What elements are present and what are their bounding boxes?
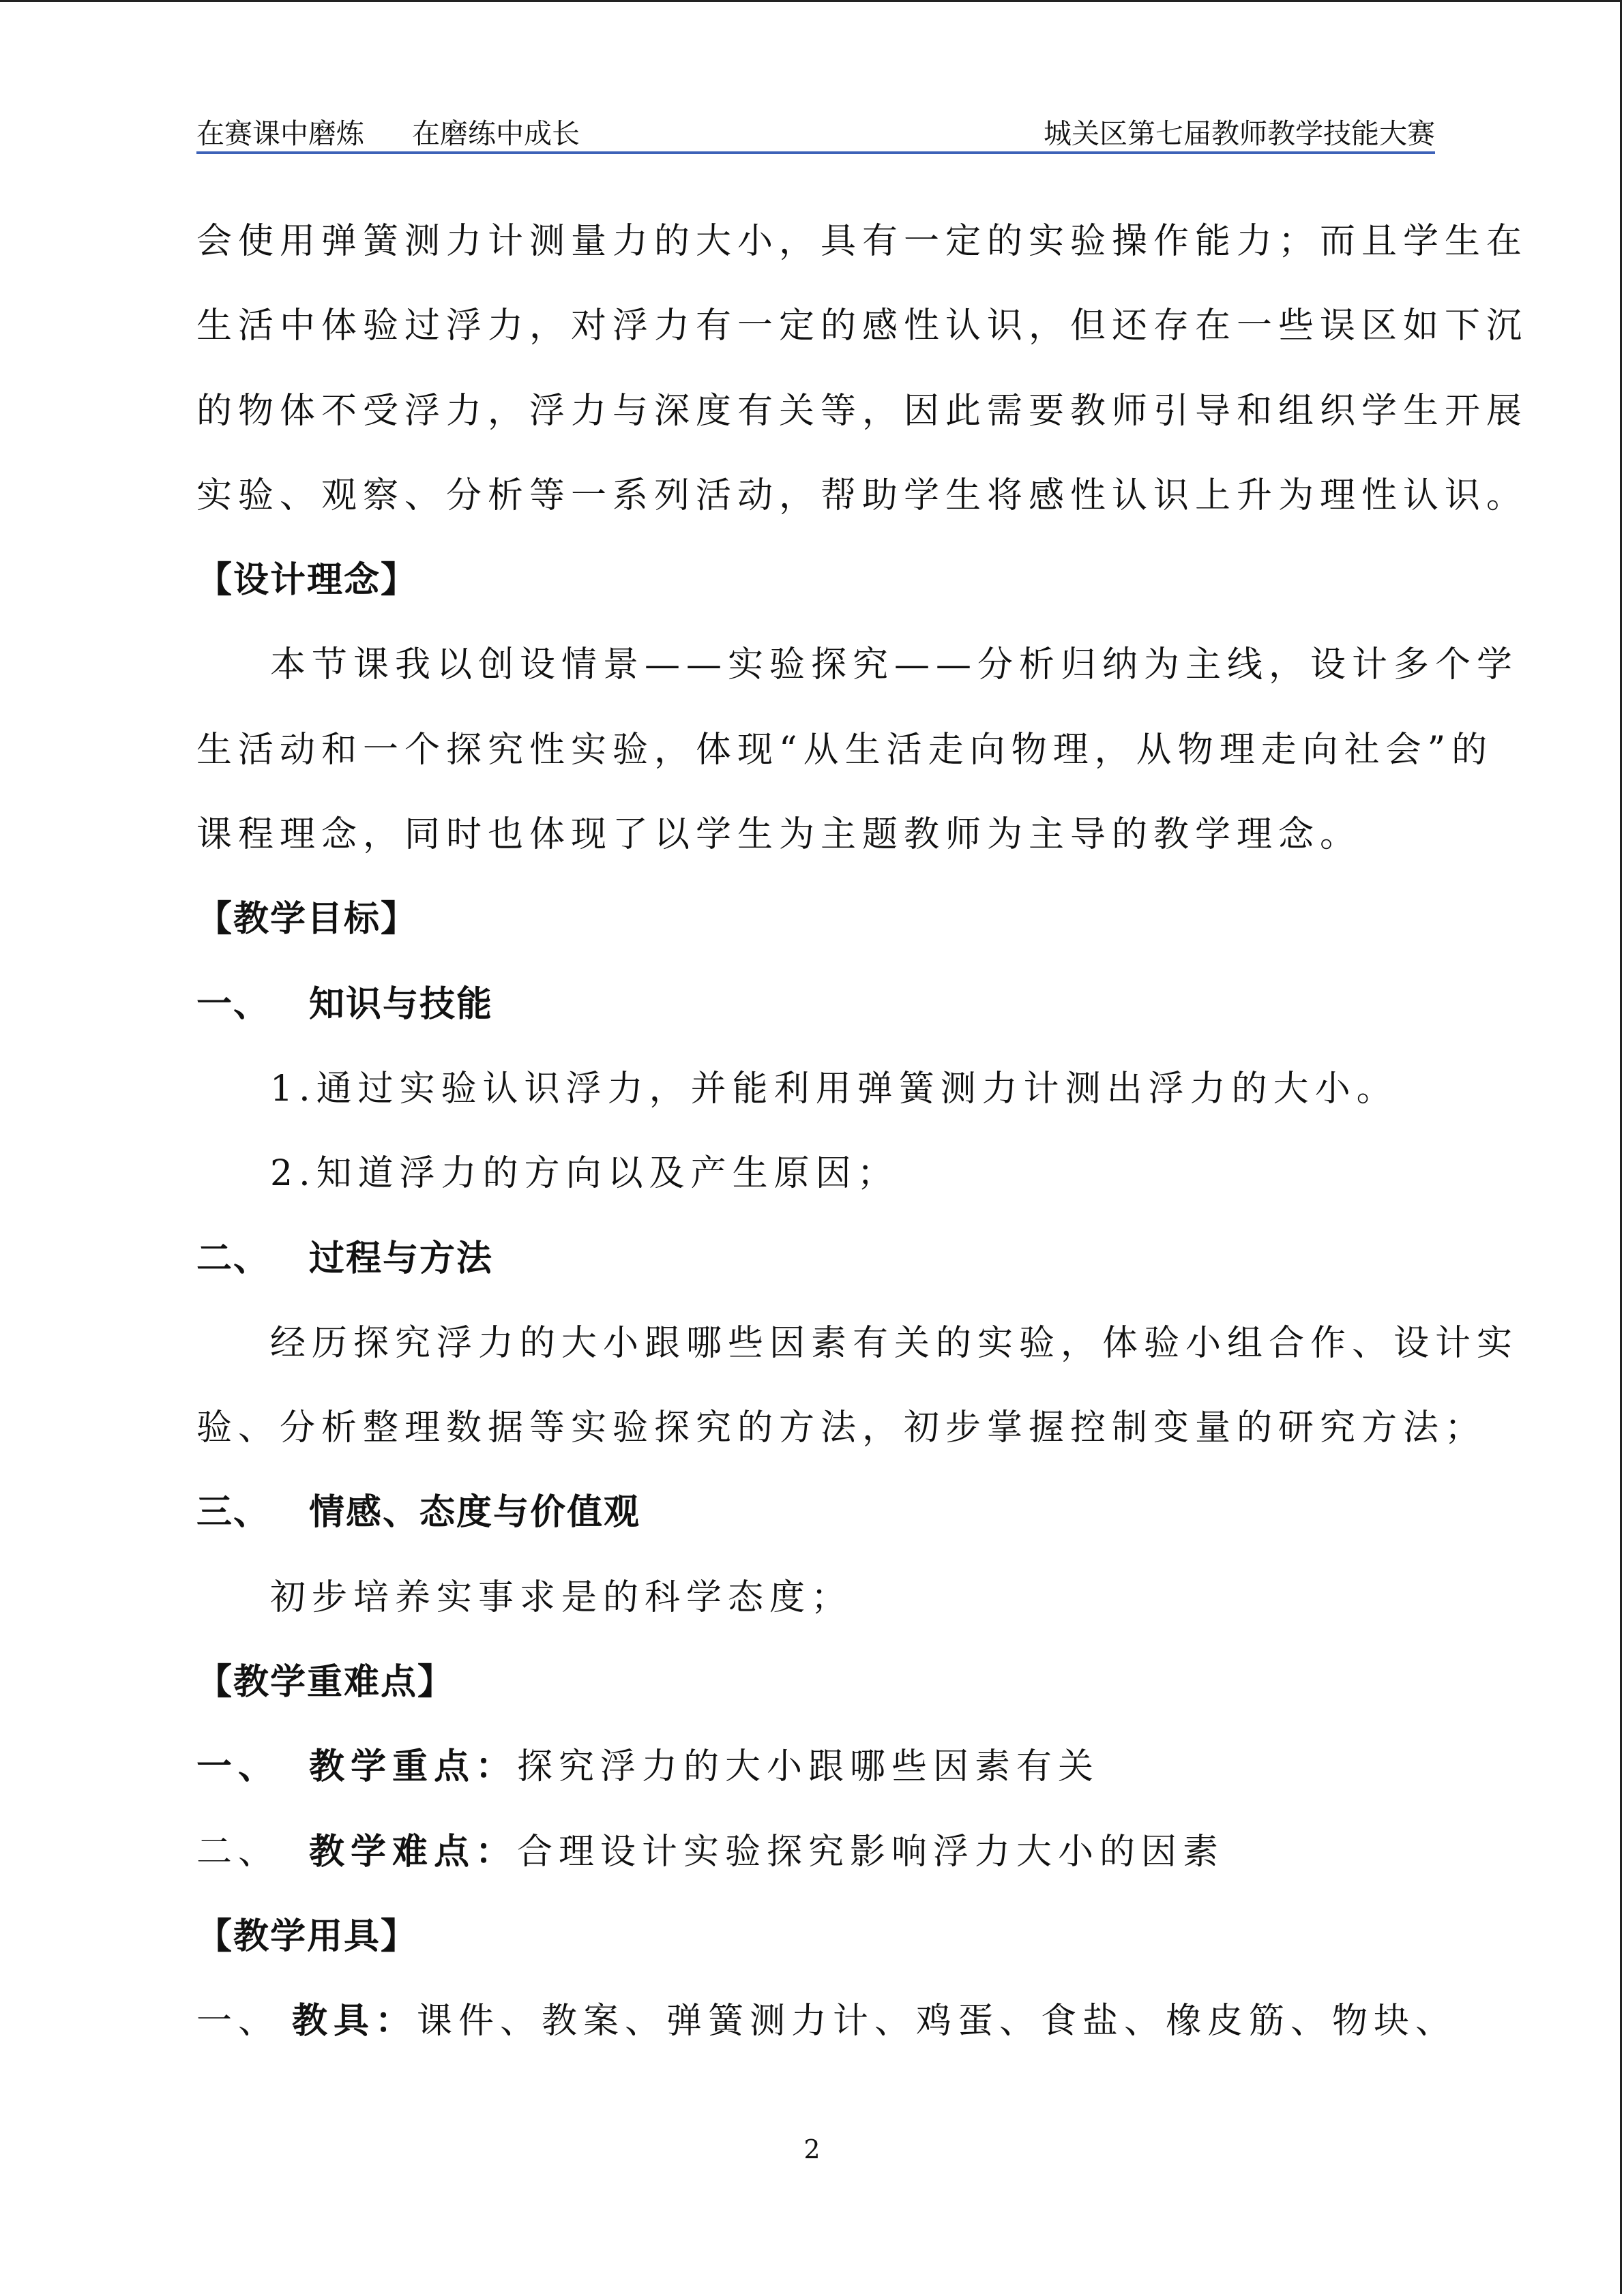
enum-marker: 一、 — [196, 1746, 280, 1788]
key-point-difficulty — [196, 1810, 1417, 1894]
page-header — [196, 115, 1435, 153]
process-line-2: 验、分析整理数据等实验探究的方法，初步掌握控制变量的研究方法； — [196, 1407, 1487, 1449]
enum-marker: 三、 — [196, 1492, 271, 1534]
header-motto — [196, 115, 580, 153]
teaching-tools-line — [196, 1979, 1458, 2063]
header-divider — [196, 151, 1435, 154]
page-number: 2 — [803, 2134, 821, 2164]
intro-line-4: 实验、观察、分析等一系列活动，帮助学生将感性认识上升为理性认识。 — [196, 475, 1529, 516]
document-body — [196, 199, 1529, 2064]
objective-item-1: 1.通过实验认识浮力，并能利用弹簧测力计测出浮力的大小。 — [270, 1068, 1398, 1109]
design-concept-line-3: 课程理念，同时也体现了以学生为主题教师为主导的教学理念。 — [196, 814, 1362, 856]
key-point-label: 教学重点： — [309, 1746, 518, 1788]
design-concept-line-1: 本节课我以创设情景——实验探究——分析归纳为主线，设计多个学 — [270, 644, 1519, 686]
key-point-label: 教学难点： — [309, 1831, 518, 1873]
intro-line-1: 会使用弹簧测力计测量力的大小，具有一定的实验操作能力；而且学生在 — [196, 221, 1529, 262]
key-point-focus — [196, 1725, 1417, 1809]
section-heading-key-points: 【教学重难点】 — [196, 1662, 455, 1703]
process-line-1: 经历探究浮力的大小跟哪些因素有关的实验，体验小组合作、设计实 — [270, 1322, 1519, 1364]
tools-label: 教具： — [292, 2001, 417, 2042]
intro-line-2: 生活中体验过浮力，对浮力有一定的感性认识，但还存在一些误区如下沉 — [196, 305, 1529, 347]
section-heading-design-concept: 【设计理念】 — [196, 560, 418, 601]
intro-line-3: 的物体不受浮力，浮力与深度有关等，因此需要教师引导和组织学生开展 — [196, 390, 1529, 432]
enum-marker: 二、 — [196, 1831, 280, 1873]
header-competition-title: 城关区第七届教师教学技能大赛 — [1044, 117, 1435, 150]
subsection-title: 知识与技能 — [309, 983, 494, 1025]
enum-marker: 一、 — [196, 2001, 280, 2042]
attitude-line: 初步培养实事求是的科学态度； — [270, 1577, 853, 1618]
tools-text: 课件、教案、弹簧测力计、鸡蛋、食盐、橡皮筋、物块、 — [417, 2001, 1458, 2042]
subsection-title: 过程与方法 — [309, 1238, 494, 1279]
header-motto-part-2: 在磨练中成长 — [412, 117, 580, 150]
objective-process-heading — [196, 1217, 1417, 1301]
key-point-text: 合理设计实验探究影响浮力大小的因素 — [517, 1831, 1225, 1873]
section-heading-teaching-tools: 【教学用具】 — [196, 1915, 418, 1957]
design-concept-line-2: 生活动和一个探究性实验，体现“从生活走向物理，从物理走向社会”的 — [196, 729, 1494, 771]
objective-attitude-heading — [196, 1470, 1417, 1555]
objective-knowledge-heading — [196, 962, 1417, 1047]
enum-marker: 二、 — [196, 1238, 271, 1279]
section-heading-objectives: 【教学目标】 — [196, 899, 418, 940]
header-motto-part-1: 在赛课中磨炼 — [196, 117, 364, 150]
objective-item-2: 2.知道浮力的方向以及产生原因； — [270, 1153, 899, 1195]
subsection-title: 情感、态度与价值观 — [309, 1492, 641, 1534]
enum-marker: 一、 — [196, 983, 271, 1025]
key-point-text: 探究浮力的大小跟哪些因素有关 — [517, 1746, 1100, 1788]
